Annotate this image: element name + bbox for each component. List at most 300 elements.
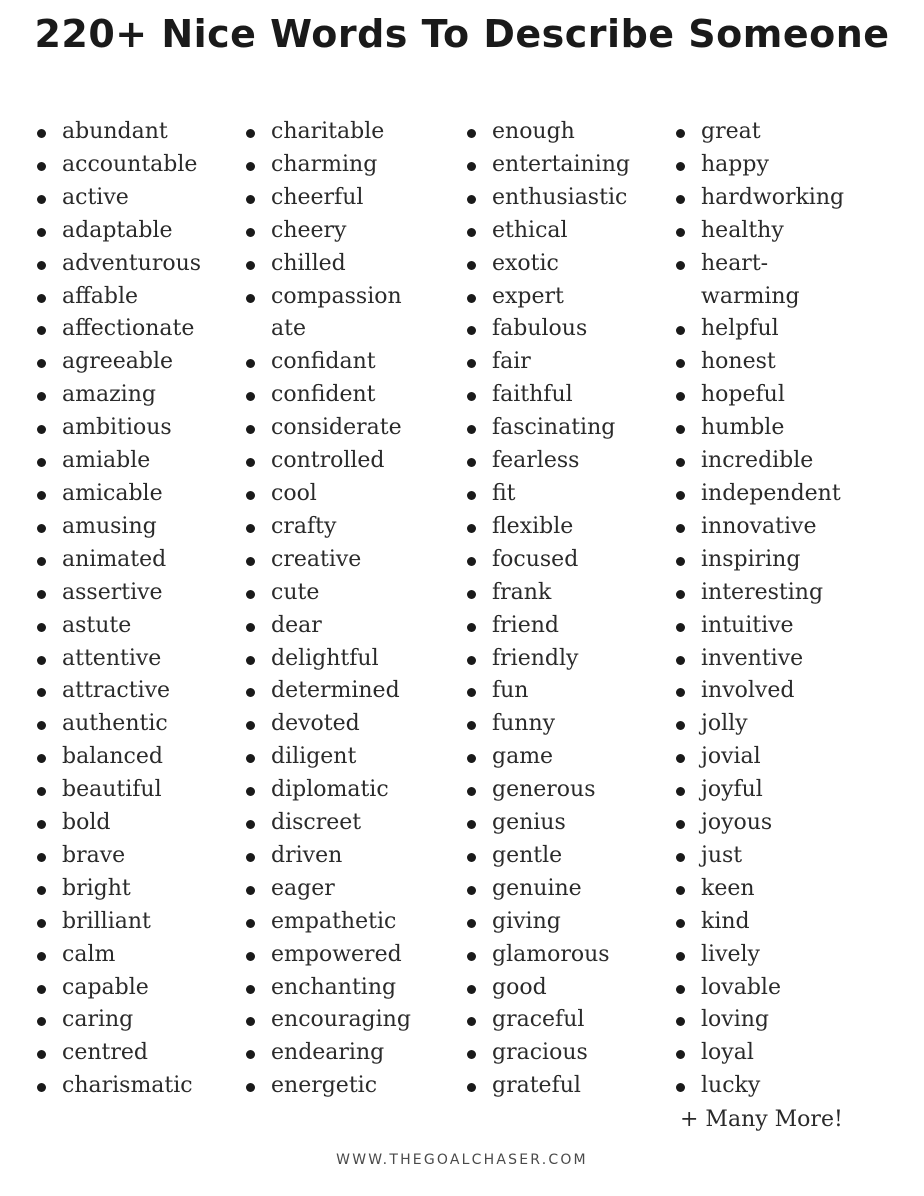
word-item (466, 412, 630, 445)
bullet-dot-icon (675, 708, 685, 741)
bullet-dot-icon (675, 675, 685, 708)
bullet-dot-icon (36, 840, 46, 873)
bullet-dot-icon (245, 248, 255, 281)
word-item (675, 445, 844, 478)
word-item (245, 1037, 411, 1070)
bullet-dot-icon (466, 1004, 476, 1037)
word-text: attractive (62, 678, 171, 704)
bullet-dot-icon (245, 116, 255, 149)
word-item (675, 215, 844, 248)
bullet-dot-icon (245, 544, 255, 577)
bullet-dot-icon (36, 313, 46, 346)
word-item (466, 215, 630, 248)
bullet-dot-icon (466, 215, 476, 248)
word-text: gracious (492, 1040, 588, 1066)
bullet-dot-icon (245, 215, 255, 248)
bullet-dot-icon (245, 1070, 255, 1103)
bullet-dot-icon (466, 182, 476, 215)
word-item (675, 741, 844, 774)
word-text: glamorous (492, 941, 610, 967)
bullet-dot-icon (36, 478, 46, 511)
word-text: charitable (271, 119, 385, 144)
word-item (675, 1037, 844, 1070)
bullet-dot-icon (36, 445, 46, 478)
word-text: brave (62, 842, 126, 868)
word-item (36, 1037, 201, 1070)
bullet-dot-icon (466, 478, 476, 511)
word-text: charismatic (62, 1073, 193, 1099)
word-text: lovable (701, 974, 781, 1000)
word-text: friendly (492, 645, 579, 671)
word-text: assertive (62, 579, 163, 605)
bullet-dot-icon (245, 972, 255, 1005)
bullet-dot-icon (245, 873, 255, 906)
word-text: cool (271, 480, 317, 506)
word-text: fit (492, 480, 516, 506)
word-text: humble (701, 415, 785, 441)
word-item (466, 939, 630, 972)
bullet-dot-icon (36, 577, 46, 610)
word-text: enthusiastic (492, 184, 628, 210)
bullet-dot-icon (36, 281, 46, 314)
word-text: exotic (492, 250, 559, 276)
word-text: involved (701, 678, 795, 704)
bullet-dot-icon (245, 1037, 255, 1070)
bullet-dot-icon (466, 939, 476, 972)
word-text: ethical (492, 217, 568, 243)
word-text: compassion ate (271, 283, 402, 342)
word-text: charming (271, 151, 378, 177)
word-item (36, 577, 201, 610)
word-text: fun (492, 678, 529, 704)
word-item (675, 577, 844, 610)
word-text: inventive (701, 645, 804, 671)
bullet-dot-icon (36, 412, 46, 445)
bullet-dot-icon (466, 675, 476, 708)
word-item (245, 544, 411, 577)
word-text: authentic (62, 711, 168, 737)
word-item (36, 379, 201, 412)
bullet-dot-icon (245, 1004, 255, 1037)
bullet-dot-icon (245, 445, 255, 478)
word-text: determined (271, 678, 400, 704)
word-item (36, 906, 201, 939)
word-item (245, 675, 411, 708)
word-text: ambitious (62, 415, 172, 441)
word-item (466, 511, 630, 544)
word-item (245, 478, 411, 511)
word-item (466, 840, 630, 873)
word-text: centred (62, 1040, 148, 1066)
word-item (675, 1070, 844, 1103)
word-text: innovative (701, 513, 817, 539)
word-item (675, 643, 844, 676)
word-item (675, 478, 844, 511)
bullet-dot-icon (245, 774, 255, 807)
bullet-dot-icon (245, 577, 255, 610)
bullet-dot-icon (675, 577, 685, 610)
word-item (675, 708, 844, 741)
word-item (675, 511, 844, 544)
bullet-dot-icon (245, 939, 255, 972)
bullet-dot-icon (466, 248, 476, 281)
word-item (36, 807, 201, 840)
word-item (466, 248, 630, 281)
word-text: fascinating (492, 415, 616, 441)
word-item (36, 313, 201, 346)
word-item (36, 610, 201, 643)
word-text: enchanting (271, 974, 397, 1000)
bullet-dot-icon (675, 215, 685, 248)
word-text: amazing (62, 382, 156, 408)
bullet-dot-icon (36, 873, 46, 906)
bullet-dot-icon (675, 774, 685, 807)
word-text: amicable (62, 480, 163, 506)
bullet-dot-icon (675, 741, 685, 774)
many-more-note: + Many More! (680, 1107, 843, 1132)
word-item (245, 215, 411, 248)
word-text: delightful (271, 645, 379, 671)
bullet-dot-icon (36, 741, 46, 774)
word-text: expert (492, 283, 564, 309)
bullet-dot-icon (36, 511, 46, 544)
word-text: bold (62, 810, 111, 836)
bullet-dot-icon (466, 972, 476, 1005)
bullet-dot-icon (36, 972, 46, 1005)
word-item (245, 708, 411, 741)
word-text: capable (62, 974, 149, 1000)
word-item (245, 610, 411, 643)
word-item (36, 346, 201, 379)
word-text: flexible (492, 513, 574, 539)
word-text: honest (701, 349, 776, 375)
word-item (245, 511, 411, 544)
bullet-dot-icon (36, 610, 46, 643)
word-text: caring (62, 1007, 134, 1033)
bullet-dot-icon (36, 149, 46, 182)
bullet-dot-icon (466, 1070, 476, 1103)
word-text: incredible (701, 448, 814, 474)
word-text: balanced (62, 744, 163, 770)
word-item (675, 1004, 844, 1037)
word-text: considerate (271, 415, 402, 441)
word-item (245, 741, 411, 774)
word-item (466, 774, 630, 807)
bullet-dot-icon (36, 379, 46, 412)
word-item (36, 511, 201, 544)
bullet-dot-icon (36, 182, 46, 215)
word-text: keen (701, 875, 755, 901)
bullet-dot-icon (466, 313, 476, 346)
bullet-dot-icon (36, 807, 46, 840)
word-text: attentive (62, 645, 162, 671)
word-item (466, 577, 630, 610)
footer-url: WWW.THEGOALCHASER.COM (336, 1152, 588, 1168)
word-item (245, 445, 411, 478)
bullet-dot-icon (675, 313, 685, 346)
word-item (466, 643, 630, 676)
word-text: generous (492, 777, 596, 803)
word-text: joyful (701, 777, 763, 803)
word-text: diligent (271, 744, 357, 770)
word-text: great (701, 119, 761, 144)
word-item (675, 840, 844, 873)
word-item (675, 116, 844, 149)
word-text: accountable (62, 151, 198, 177)
word-text: giving (492, 908, 561, 934)
word-text: frank (492, 579, 552, 605)
bullet-dot-icon (36, 643, 46, 676)
bullet-dot-icon (245, 182, 255, 215)
bullet-dot-icon (466, 708, 476, 741)
word-text: energetic (271, 1073, 378, 1099)
bullet-dot-icon (36, 1037, 46, 1070)
bullet-dot-icon (245, 511, 255, 544)
word-item (36, 149, 201, 182)
word-text: encouraging (271, 1007, 411, 1033)
word-item (675, 182, 844, 215)
word-text: good (492, 974, 547, 1000)
bullet-dot-icon (675, 478, 685, 511)
bullet-dot-icon (245, 840, 255, 873)
word-item (36, 675, 201, 708)
word-text: funny (492, 711, 556, 737)
bullet-dot-icon (36, 544, 46, 577)
word-text: heart- warming (701, 250, 800, 309)
bullet-dot-icon (245, 807, 255, 840)
bullet-dot-icon (675, 610, 685, 643)
bullet-dot-icon (36, 248, 46, 281)
word-item (36, 281, 201, 314)
word-item (245, 643, 411, 676)
word-text: entertaining (492, 151, 631, 177)
word-item (36, 939, 201, 972)
bullet-dot-icon (466, 906, 476, 939)
word-item (466, 906, 630, 939)
word-text: beautiful (62, 777, 162, 803)
word-item (675, 544, 844, 577)
word-item (36, 182, 201, 215)
word-text: joyous (701, 810, 773, 836)
bullet-dot-icon (675, 1004, 685, 1037)
bullet-dot-icon (675, 840, 685, 873)
word-item (36, 544, 201, 577)
bullet-dot-icon (466, 281, 476, 314)
word-column-1 (36, 116, 201, 1103)
word-item (36, 478, 201, 511)
word-item (466, 182, 630, 215)
word-text: cheerful (271, 184, 364, 210)
word-item (675, 379, 844, 412)
word-item (675, 939, 844, 972)
bullet-dot-icon (675, 445, 685, 478)
word-item (675, 972, 844, 1005)
word-item (675, 149, 844, 182)
word-text: helpful (701, 316, 779, 342)
word-item (245, 840, 411, 873)
word-text: amiable (62, 448, 151, 474)
word-item (245, 182, 411, 215)
word-text: chilled (271, 250, 346, 276)
word-text: bright (62, 875, 131, 901)
word-text: focused (492, 546, 579, 572)
word-text: lucky (701, 1073, 761, 1099)
bullet-dot-icon (675, 807, 685, 840)
bullet-dot-icon (245, 741, 255, 774)
word-text: cute (271, 579, 320, 605)
word-text: grateful (492, 1073, 581, 1099)
bullet-dot-icon (466, 511, 476, 544)
word-text: inspiring (701, 546, 801, 572)
word-item (675, 412, 844, 445)
word-item (466, 675, 630, 708)
word-item (466, 313, 630, 346)
word-text: jolly (701, 711, 748, 737)
bullet-dot-icon (36, 1070, 46, 1103)
word-item (466, 1037, 630, 1070)
word-item (245, 873, 411, 906)
word-text: empathetic (271, 908, 397, 934)
bullet-dot-icon (245, 708, 255, 741)
bullet-dot-icon (466, 445, 476, 478)
word-text: hardworking (701, 184, 845, 210)
word-item (36, 1004, 201, 1037)
word-item (36, 840, 201, 873)
bullet-dot-icon (675, 182, 685, 215)
word-text: fabulous (492, 316, 588, 342)
word-item (36, 774, 201, 807)
word-text: calm (62, 941, 116, 967)
word-column-4 (675, 116, 844, 1103)
bullet-dot-icon (245, 478, 255, 511)
page-title: 220+ Nice Words To Describe Someone (34, 12, 890, 56)
word-text: abundant (62, 119, 168, 144)
bullet-dot-icon (675, 1070, 685, 1103)
word-item (245, 281, 411, 347)
word-item (466, 346, 630, 379)
bullet-dot-icon (36, 774, 46, 807)
bullet-dot-icon (36, 708, 46, 741)
word-item (245, 379, 411, 412)
word-text: game (492, 744, 554, 770)
word-item (245, 774, 411, 807)
bullet-dot-icon (466, 379, 476, 412)
word-text: adaptable (62, 217, 173, 243)
word-text: creative (271, 546, 362, 572)
bullet-dot-icon (675, 412, 685, 445)
bullet-dot-icon (36, 906, 46, 939)
word-text: fearless (492, 448, 580, 474)
bullet-dot-icon (466, 741, 476, 774)
bullet-dot-icon (245, 149, 255, 182)
word-text: interesting (701, 579, 824, 605)
word-text: discreet (271, 810, 362, 836)
word-text: hopeful (701, 382, 785, 408)
word-text: adventurous (62, 250, 202, 276)
word-item (245, 939, 411, 972)
word-item (245, 116, 411, 149)
bullet-dot-icon (245, 412, 255, 445)
word-item (466, 610, 630, 643)
bullet-dot-icon (466, 807, 476, 840)
word-text: affable (62, 283, 139, 309)
bullet-dot-icon (466, 643, 476, 676)
bullet-dot-icon (466, 610, 476, 643)
bullet-dot-icon (675, 972, 685, 1005)
bullet-dot-icon (36, 116, 46, 149)
word-text: enough (492, 119, 575, 144)
word-item (36, 873, 201, 906)
bullet-dot-icon (675, 544, 685, 577)
word-item (36, 972, 201, 1005)
bullet-dot-icon (245, 281, 255, 314)
word-item (36, 643, 201, 676)
bullet-dot-icon (245, 906, 255, 939)
word-item (245, 1070, 411, 1103)
word-item (675, 346, 844, 379)
word-text: just (701, 842, 743, 868)
word-text: endearing (271, 1040, 385, 1066)
word-text: brilliant (62, 908, 151, 934)
word-text: controlled (271, 448, 385, 474)
bullet-dot-icon (245, 379, 255, 412)
word-text: dear (271, 612, 322, 638)
word-item (466, 281, 630, 314)
word-item (675, 906, 844, 939)
word-text: graceful (492, 1007, 585, 1033)
bullet-dot-icon (466, 412, 476, 445)
word-item (36, 248, 201, 281)
bullet-dot-icon (675, 873, 685, 906)
word-item (36, 741, 201, 774)
word-text: crafty (271, 513, 337, 539)
word-item (36, 412, 201, 445)
word-item (245, 807, 411, 840)
word-text: confident (271, 382, 376, 408)
word-text: amusing (62, 513, 157, 539)
word-item (466, 445, 630, 478)
bullet-dot-icon (245, 610, 255, 643)
word-text: driven (271, 842, 343, 868)
bullet-dot-icon (675, 379, 685, 412)
word-column-2 (245, 116, 411, 1103)
word-item (245, 972, 411, 1005)
bullet-dot-icon (675, 1037, 685, 1070)
word-item (245, 346, 411, 379)
word-text: genuine (492, 875, 582, 901)
word-text: eager (271, 875, 335, 901)
word-item (466, 873, 630, 906)
word-item (675, 248, 844, 314)
word-text: gentle (492, 842, 563, 868)
word-text: happy (701, 151, 769, 177)
word-item (675, 313, 844, 346)
word-item (36, 708, 201, 741)
bullet-dot-icon (675, 248, 685, 281)
word-item (675, 873, 844, 906)
word-text: astute (62, 612, 132, 638)
bullet-dot-icon (675, 939, 685, 972)
word-item (466, 379, 630, 412)
word-item (675, 675, 844, 708)
word-item (245, 149, 411, 182)
word-item (466, 1004, 630, 1037)
word-text: lively (701, 941, 760, 967)
bullet-dot-icon (466, 346, 476, 379)
bullet-dot-icon (36, 346, 46, 379)
bullet-dot-icon (675, 116, 685, 149)
bullet-dot-icon (466, 577, 476, 610)
